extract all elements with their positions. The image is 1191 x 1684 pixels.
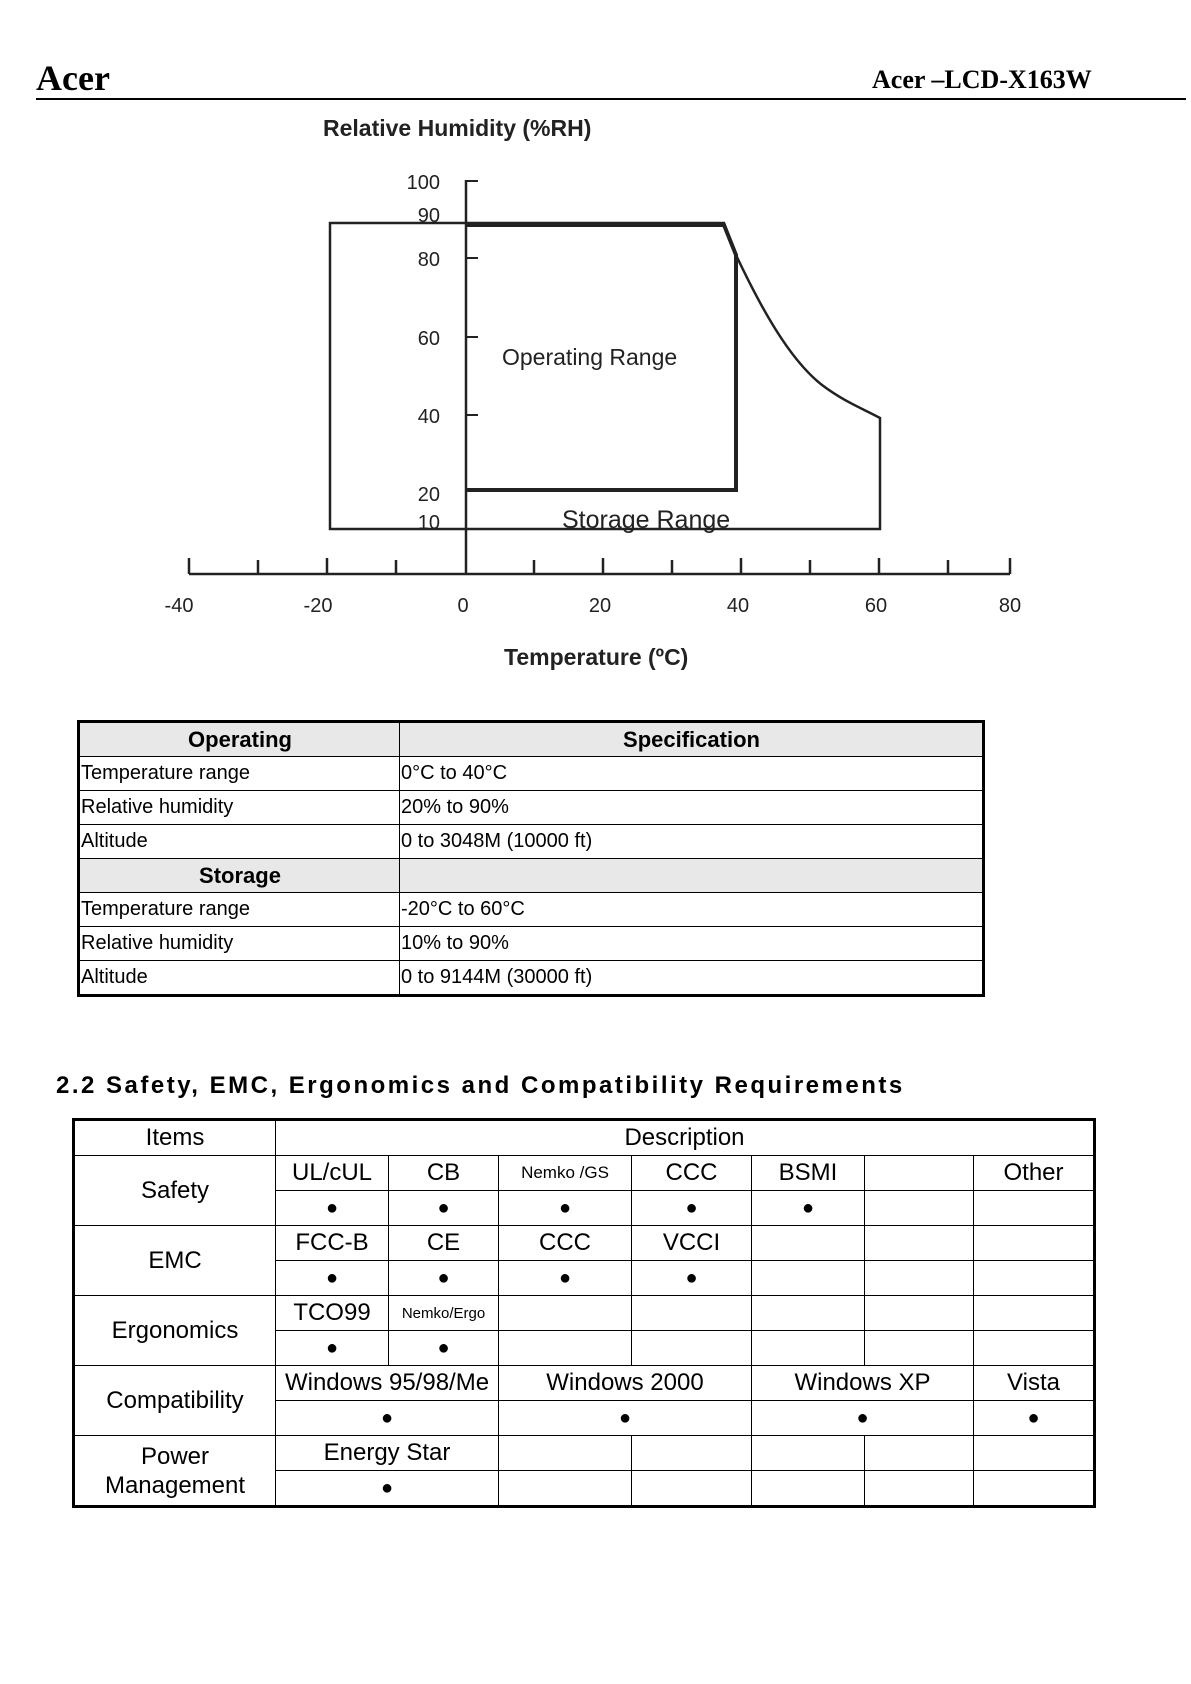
ul-cul-cell: UL/cUL <box>276 1156 389 1191</box>
op-altitude-value: 0 to 3048M (10000 ft) <box>400 825 984 859</box>
empty-cell <box>974 1261 1095 1296</box>
st-temp-label: Temperature range <box>79 893 400 927</box>
empty-cell <box>752 1436 865 1471</box>
empty-cell <box>865 1331 974 1366</box>
empty-cell <box>499 1331 632 1366</box>
bullet: ● <box>276 1191 389 1226</box>
empty-cell <box>974 1226 1095 1261</box>
ytick-80: 80 <box>417 249 440 271</box>
windows-2000-cell: Windows 2000 <box>499 1366 752 1401</box>
vcci-cell: VCCI <box>632 1226 752 1261</box>
empty-cell <box>499 1471 632 1507</box>
ytick-40: 40 <box>417 406 440 428</box>
operating-header: Operating <box>79 722 400 757</box>
xtick-40: 40 <box>726 595 750 617</box>
storage-header-empty <box>400 859 984 893</box>
empty-cell <box>974 1296 1095 1331</box>
other-cell: Other <box>974 1156 1095 1191</box>
bullet: ● <box>389 1331 499 1366</box>
ce-cell: CE <box>389 1226 499 1261</box>
storage-range-region <box>330 223 880 529</box>
empty-cell <box>865 1226 974 1261</box>
xtick-80: 80 <box>998 595 1022 617</box>
ergonomics-row <box>74 1296 1095 1331</box>
bullet: ● <box>276 1401 499 1436</box>
bullet: ● <box>632 1261 752 1296</box>
table-row <box>79 791 984 825</box>
bullet: ● <box>389 1191 499 1226</box>
op-humidity-label: Relative humidity <box>79 791 400 825</box>
storage-header-row <box>79 859 984 893</box>
empty-cell <box>865 1296 974 1331</box>
environment-spec-table <box>77 720 985 997</box>
x-ticks <box>189 558 1010 574</box>
bullet: ● <box>499 1401 752 1436</box>
x-tick-labels <box>165 595 1022 617</box>
xtick--20: -20 <box>303 595 333 617</box>
ergonomics-label: Ergonomics <box>74 1296 276 1366</box>
bullet: ● <box>752 1191 865 1226</box>
table-header-row <box>79 722 984 757</box>
op-humidity-value: 20% to 90% <box>400 791 984 825</box>
req-header-row <box>74 1120 1095 1156</box>
empty-cell <box>865 1471 974 1507</box>
xtick--40: -40 <box>164 595 194 617</box>
windows-95-98-me-cell: Windows 95/98/Me <box>276 1366 499 1401</box>
specification-header: Specification <box>400 722 984 757</box>
page-header <box>36 58 1186 100</box>
table-row <box>79 893 984 927</box>
ytick-100: 100 <box>406 172 440 194</box>
bullet: ● <box>499 1261 632 1296</box>
brand-name: Acer <box>36 58 110 98</box>
safety-label: Safety <box>74 1156 276 1226</box>
description-header: Description <box>276 1120 1095 1156</box>
bullet: ● <box>632 1191 752 1226</box>
xtick-20: 20 <box>588 595 612 617</box>
ytick-10: 10 <box>417 512 440 534</box>
power-row <box>74 1436 1095 1471</box>
xtick-60: 60 <box>864 595 888 617</box>
chart-xlabel: Temperature (ºC) <box>504 644 689 670</box>
ccc-safety-cell: CCC <box>632 1156 752 1191</box>
bullet: ● <box>752 1401 974 1436</box>
nemko-gs-cell: Nemko /GS <box>499 1156 632 1191</box>
empty-cell <box>752 1471 865 1507</box>
power-label: Power Management <box>74 1436 276 1507</box>
compatibility-row <box>74 1366 1095 1401</box>
ytick-90: 90 <box>417 205 440 227</box>
table-row <box>79 757 984 791</box>
op-altitude-label: Altitude <box>79 825 400 859</box>
st-temp-value: -20°C to 60°C <box>400 893 984 927</box>
bullet: ● <box>276 1471 499 1507</box>
empty-cell <box>752 1296 865 1331</box>
empty-cell <box>632 1296 752 1331</box>
operating-range-label: Operating Range <box>502 344 678 370</box>
st-altitude-value: 0 to 9144M (30000 ft) <box>400 961 984 996</box>
empty-cell <box>499 1436 632 1471</box>
empty-cell <box>752 1261 865 1296</box>
requirements-table <box>72 1118 1096 1508</box>
fcc-b-cell: FCC-B <box>276 1226 389 1261</box>
bullet: ● <box>974 1401 1095 1436</box>
vista-cell: Vista <box>974 1366 1095 1401</box>
chart-ylabel: Relative Humidity (%RH) <box>323 115 592 141</box>
empty-cell <box>974 1191 1095 1226</box>
bullet: ● <box>276 1261 389 1296</box>
bsmi-cell: BSMI <box>752 1156 865 1191</box>
ytick-20: 20 <box>417 484 440 506</box>
bullet: ● <box>499 1191 632 1226</box>
compatibility-label: Compatibility <box>74 1366 276 1436</box>
empty-cell <box>499 1296 632 1331</box>
st-humidity-value: 10% to 90% <box>400 927 984 961</box>
empty-cell <box>974 1471 1095 1507</box>
empty-cell <box>632 1331 752 1366</box>
table-row <box>79 927 984 961</box>
emc-row <box>74 1226 1095 1261</box>
st-humidity-label: Relative humidity <box>79 927 400 961</box>
op-temp-value: 0°C to 40°C <box>400 757 984 791</box>
emc-label: EMC <box>74 1226 276 1296</box>
empty-cell <box>865 1436 974 1471</box>
empty-cell <box>752 1226 865 1261</box>
bullet: ● <box>389 1261 499 1296</box>
ccc-emc-cell: CCC <box>499 1226 632 1261</box>
tco99-cell: TCO99 <box>276 1296 389 1331</box>
windows-xp-cell: Windows XP <box>752 1366 974 1401</box>
humidity-temperature-chart <box>0 100 1191 680</box>
items-header: Items <box>74 1120 276 1156</box>
empty-cell <box>974 1436 1095 1471</box>
section-title: 2.2 Safety, EMC, Ergonomics and Compatibility Requirements <box>56 1072 905 1099</box>
empty-cell <box>752 1331 865 1366</box>
blank-cell <box>865 1156 974 1191</box>
safety-row <box>74 1156 1095 1191</box>
st-altitude-label: Altitude <box>79 961 400 996</box>
empty-cell <box>865 1261 974 1296</box>
empty-cell <box>632 1471 752 1507</box>
energy-star-cell: Energy Star <box>276 1436 499 1471</box>
nemko-ergo-cell: Nemko/Ergo <box>389 1296 499 1331</box>
table-row <box>79 825 984 859</box>
ytick-60: 60 <box>417 328 440 350</box>
op-temp-label: Temperature range <box>79 757 400 791</box>
empty-cell <box>974 1331 1095 1366</box>
bullet: ● <box>276 1331 389 1366</box>
model-name: Acer –LCD-X163W <box>872 65 1092 94</box>
empty-cell <box>632 1436 752 1471</box>
xtick-0: 0 <box>457 595 469 617</box>
empty-cell <box>865 1191 974 1226</box>
table-row <box>79 961 984 996</box>
cb-cell: CB <box>389 1156 499 1191</box>
storage-range-label: Storage Range <box>562 506 731 534</box>
storage-header: Storage <box>79 859 400 893</box>
